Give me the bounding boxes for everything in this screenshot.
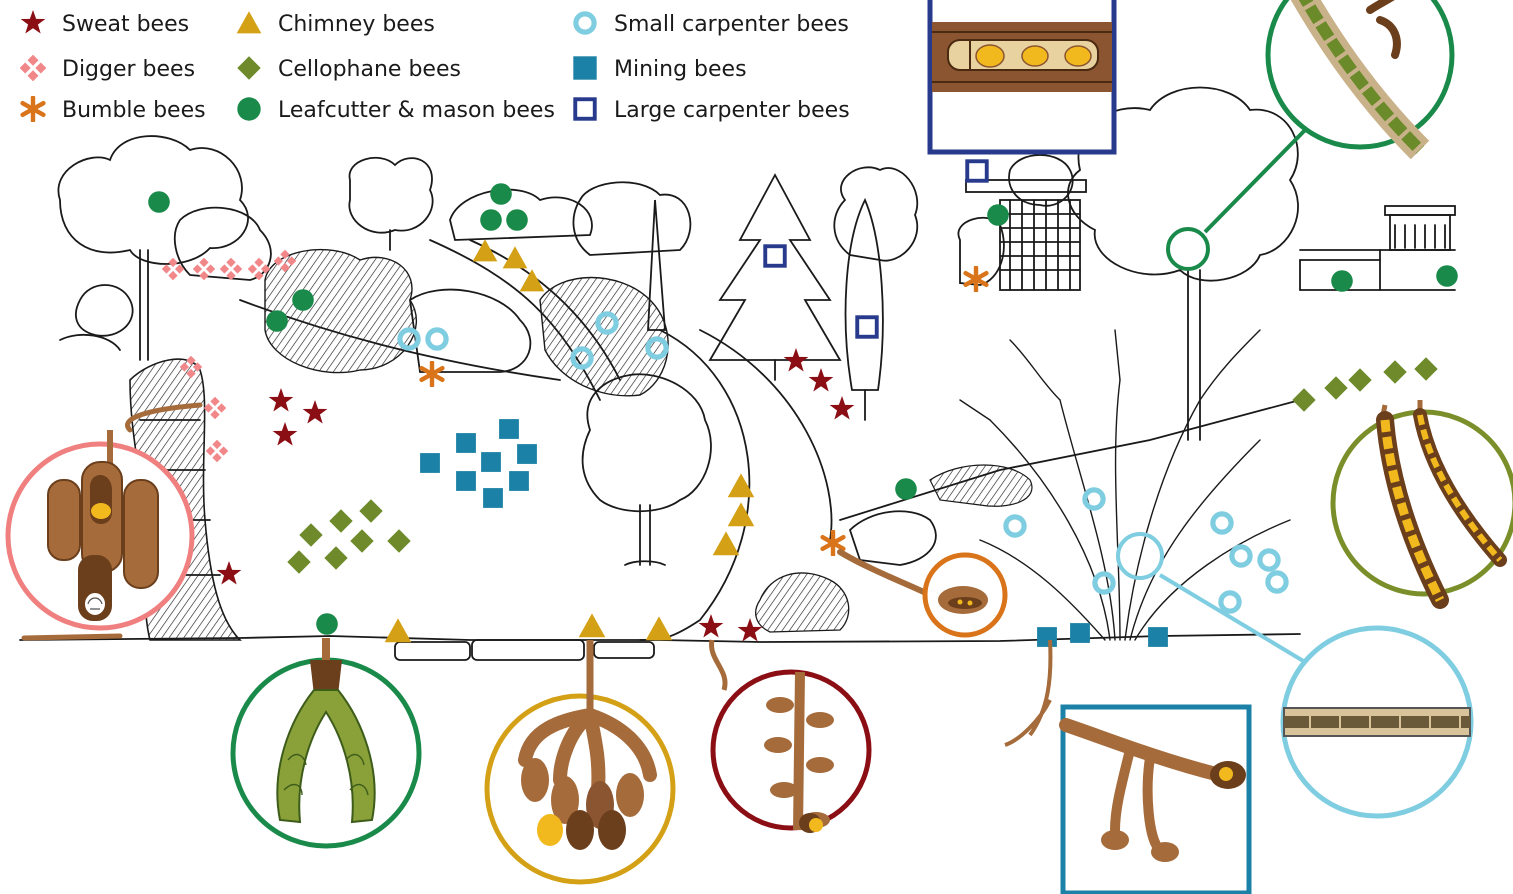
cellophane-marker bbox=[387, 529, 410, 552]
legend bbox=[20, 10, 850, 123]
legend-item-chimney-bees bbox=[237, 11, 435, 37]
ring-icon bbox=[576, 14, 594, 32]
cellophane-marker bbox=[324, 546, 347, 569]
leafcutter-marker bbox=[1331, 270, 1353, 292]
inset-cellophane-nest bbox=[1333, 400, 1513, 600]
small-carpenter-marker bbox=[1095, 574, 1113, 592]
sweat-marker bbox=[303, 400, 328, 424]
inset-leafcutter-nest bbox=[233, 638, 419, 846]
chimney-marker bbox=[520, 269, 545, 291]
mining-marker bbox=[456, 471, 476, 491]
small-carpenter-marker bbox=[1260, 551, 1278, 569]
markers-large-carpenter bbox=[765, 161, 987, 337]
mining-marker bbox=[1037, 627, 1057, 647]
legend-item-small-carpenter-bees bbox=[576, 12, 849, 37]
leafcutter-marker bbox=[895, 478, 917, 500]
diamond-icon bbox=[237, 56, 260, 79]
square-icon bbox=[573, 56, 596, 79]
cellophane-marker bbox=[1383, 360, 1406, 383]
sweat-marker bbox=[809, 368, 834, 392]
mining-marker bbox=[517, 444, 537, 464]
large-carpenter-marker bbox=[765, 246, 785, 266]
cellophane-marker bbox=[287, 550, 310, 573]
leafcutter-marker bbox=[1436, 265, 1458, 287]
bumble-marker bbox=[422, 362, 443, 385]
legend-label-bumble-bees: Bumble bees bbox=[62, 98, 206, 123]
mining-marker bbox=[483, 488, 503, 508]
cellophane-marker bbox=[359, 499, 382, 522]
sweat-marker bbox=[784, 348, 809, 372]
legend-label-mining-bees: Mining bees bbox=[614, 57, 747, 82]
legend-item-cellophane-bees bbox=[237, 56, 461, 82]
center-tree bbox=[583, 374, 711, 565]
back-shrubs bbox=[265, 158, 690, 396]
mining-marker bbox=[481, 452, 501, 472]
conifers bbox=[710, 167, 917, 420]
chimney-marker bbox=[385, 618, 412, 642]
hollow-square-icon bbox=[575, 99, 595, 119]
cellophane-marker bbox=[299, 523, 322, 546]
legend-label-digger-bees: Digger bees bbox=[62, 57, 196, 82]
small-carpenter-marker bbox=[428, 330, 446, 348]
sweat-marker bbox=[217, 561, 242, 585]
large-carpenter-marker bbox=[967, 161, 987, 181]
legend-label-small-carpenter-bees: Small carpenter bees bbox=[614, 12, 849, 37]
chimney-marker bbox=[579, 613, 606, 637]
digger-cluster-icon bbox=[20, 55, 47, 82]
legend-label-sweat-bees: Sweat bees bbox=[62, 12, 190, 37]
small-carpenter-marker bbox=[1221, 593, 1239, 611]
legend-label-leafcutter-mason-bees: Leafcutter & mason bees bbox=[278, 98, 555, 123]
sweat-marker bbox=[273, 422, 298, 446]
chimney-marker bbox=[728, 502, 755, 526]
digger-marker bbox=[206, 440, 229, 463]
cellophane-marker bbox=[1324, 376, 1347, 399]
circle-icon bbox=[237, 97, 260, 120]
legend-item-sweat-bees bbox=[21, 10, 189, 37]
mining-marker bbox=[1070, 623, 1090, 643]
inset-mining-bees-nest bbox=[1005, 640, 1249, 893]
mining-marker bbox=[420, 453, 440, 473]
legend-item-large-carpenter-bees bbox=[575, 98, 849, 123]
chimney-marker bbox=[646, 616, 673, 640]
cellophane-marker bbox=[1292, 388, 1315, 411]
small-carpenter-marker bbox=[1213, 514, 1231, 532]
legend-item-mining-bees bbox=[573, 56, 746, 82]
cellophane-marker bbox=[1348, 368, 1371, 391]
leafcutter-marker bbox=[490, 183, 512, 205]
small-carpenter-marker bbox=[1006, 517, 1024, 535]
star-icon bbox=[21, 10, 46, 34]
inset-large-carpenter-nest bbox=[930, 0, 1114, 152]
mining-marker bbox=[499, 419, 519, 439]
small-carpenter-marker bbox=[1232, 547, 1250, 565]
legend-label-cellophane-bees: Cellophane bees bbox=[278, 57, 461, 82]
left-trees bbox=[58, 136, 270, 360]
chimney-marker bbox=[728, 473, 755, 497]
legend-label-large-carpenter-bees: Large carpenter bees bbox=[614, 98, 850, 123]
cellophane-marker bbox=[1414, 357, 1437, 380]
legend-item-digger-bees bbox=[20, 55, 195, 82]
markers-sweat bbox=[217, 348, 855, 642]
sweat-marker bbox=[830, 396, 855, 420]
sweat-marker bbox=[269, 388, 294, 412]
mining-marker bbox=[509, 471, 529, 491]
leafcutter-marker bbox=[292, 289, 314, 311]
inset-chimney-bees-nest bbox=[487, 640, 673, 882]
balustrade bbox=[1300, 206, 1455, 290]
small-carpenter-marker bbox=[1268, 573, 1286, 591]
leafcutter-marker bbox=[316, 613, 338, 635]
cellophane-marker bbox=[329, 509, 352, 532]
cellophane-marker bbox=[350, 529, 373, 552]
legend-item-leafcutter-mason-bees bbox=[237, 97, 555, 123]
triangle-icon bbox=[237, 11, 262, 33]
large-carpenter-marker bbox=[857, 317, 877, 337]
leafcutter-marker bbox=[506, 209, 528, 231]
leafcutter-marker bbox=[480, 209, 502, 231]
chimney-marker bbox=[503, 246, 528, 268]
leafcutter-marker bbox=[987, 204, 1009, 226]
legend-label-chimney-bees: Chimney bees bbox=[278, 12, 435, 37]
bumble-marker bbox=[966, 267, 987, 290]
leafcutter-marker bbox=[266, 310, 288, 332]
inset-leafcutter-stem bbox=[1168, 0, 1452, 269]
legend-item-bumble-bees bbox=[23, 97, 206, 123]
mining-marker bbox=[456, 433, 476, 453]
inset-bumble-bee-nest bbox=[840, 552, 1005, 635]
digger-marker bbox=[204, 397, 227, 420]
asterisk-icon bbox=[23, 97, 44, 120]
inset-sweat-bees-nest bbox=[712, 640, 869, 833]
mining-marker bbox=[1148, 627, 1168, 647]
chimney-marker bbox=[713, 531, 740, 555]
leafcutter-marker bbox=[148, 191, 170, 213]
